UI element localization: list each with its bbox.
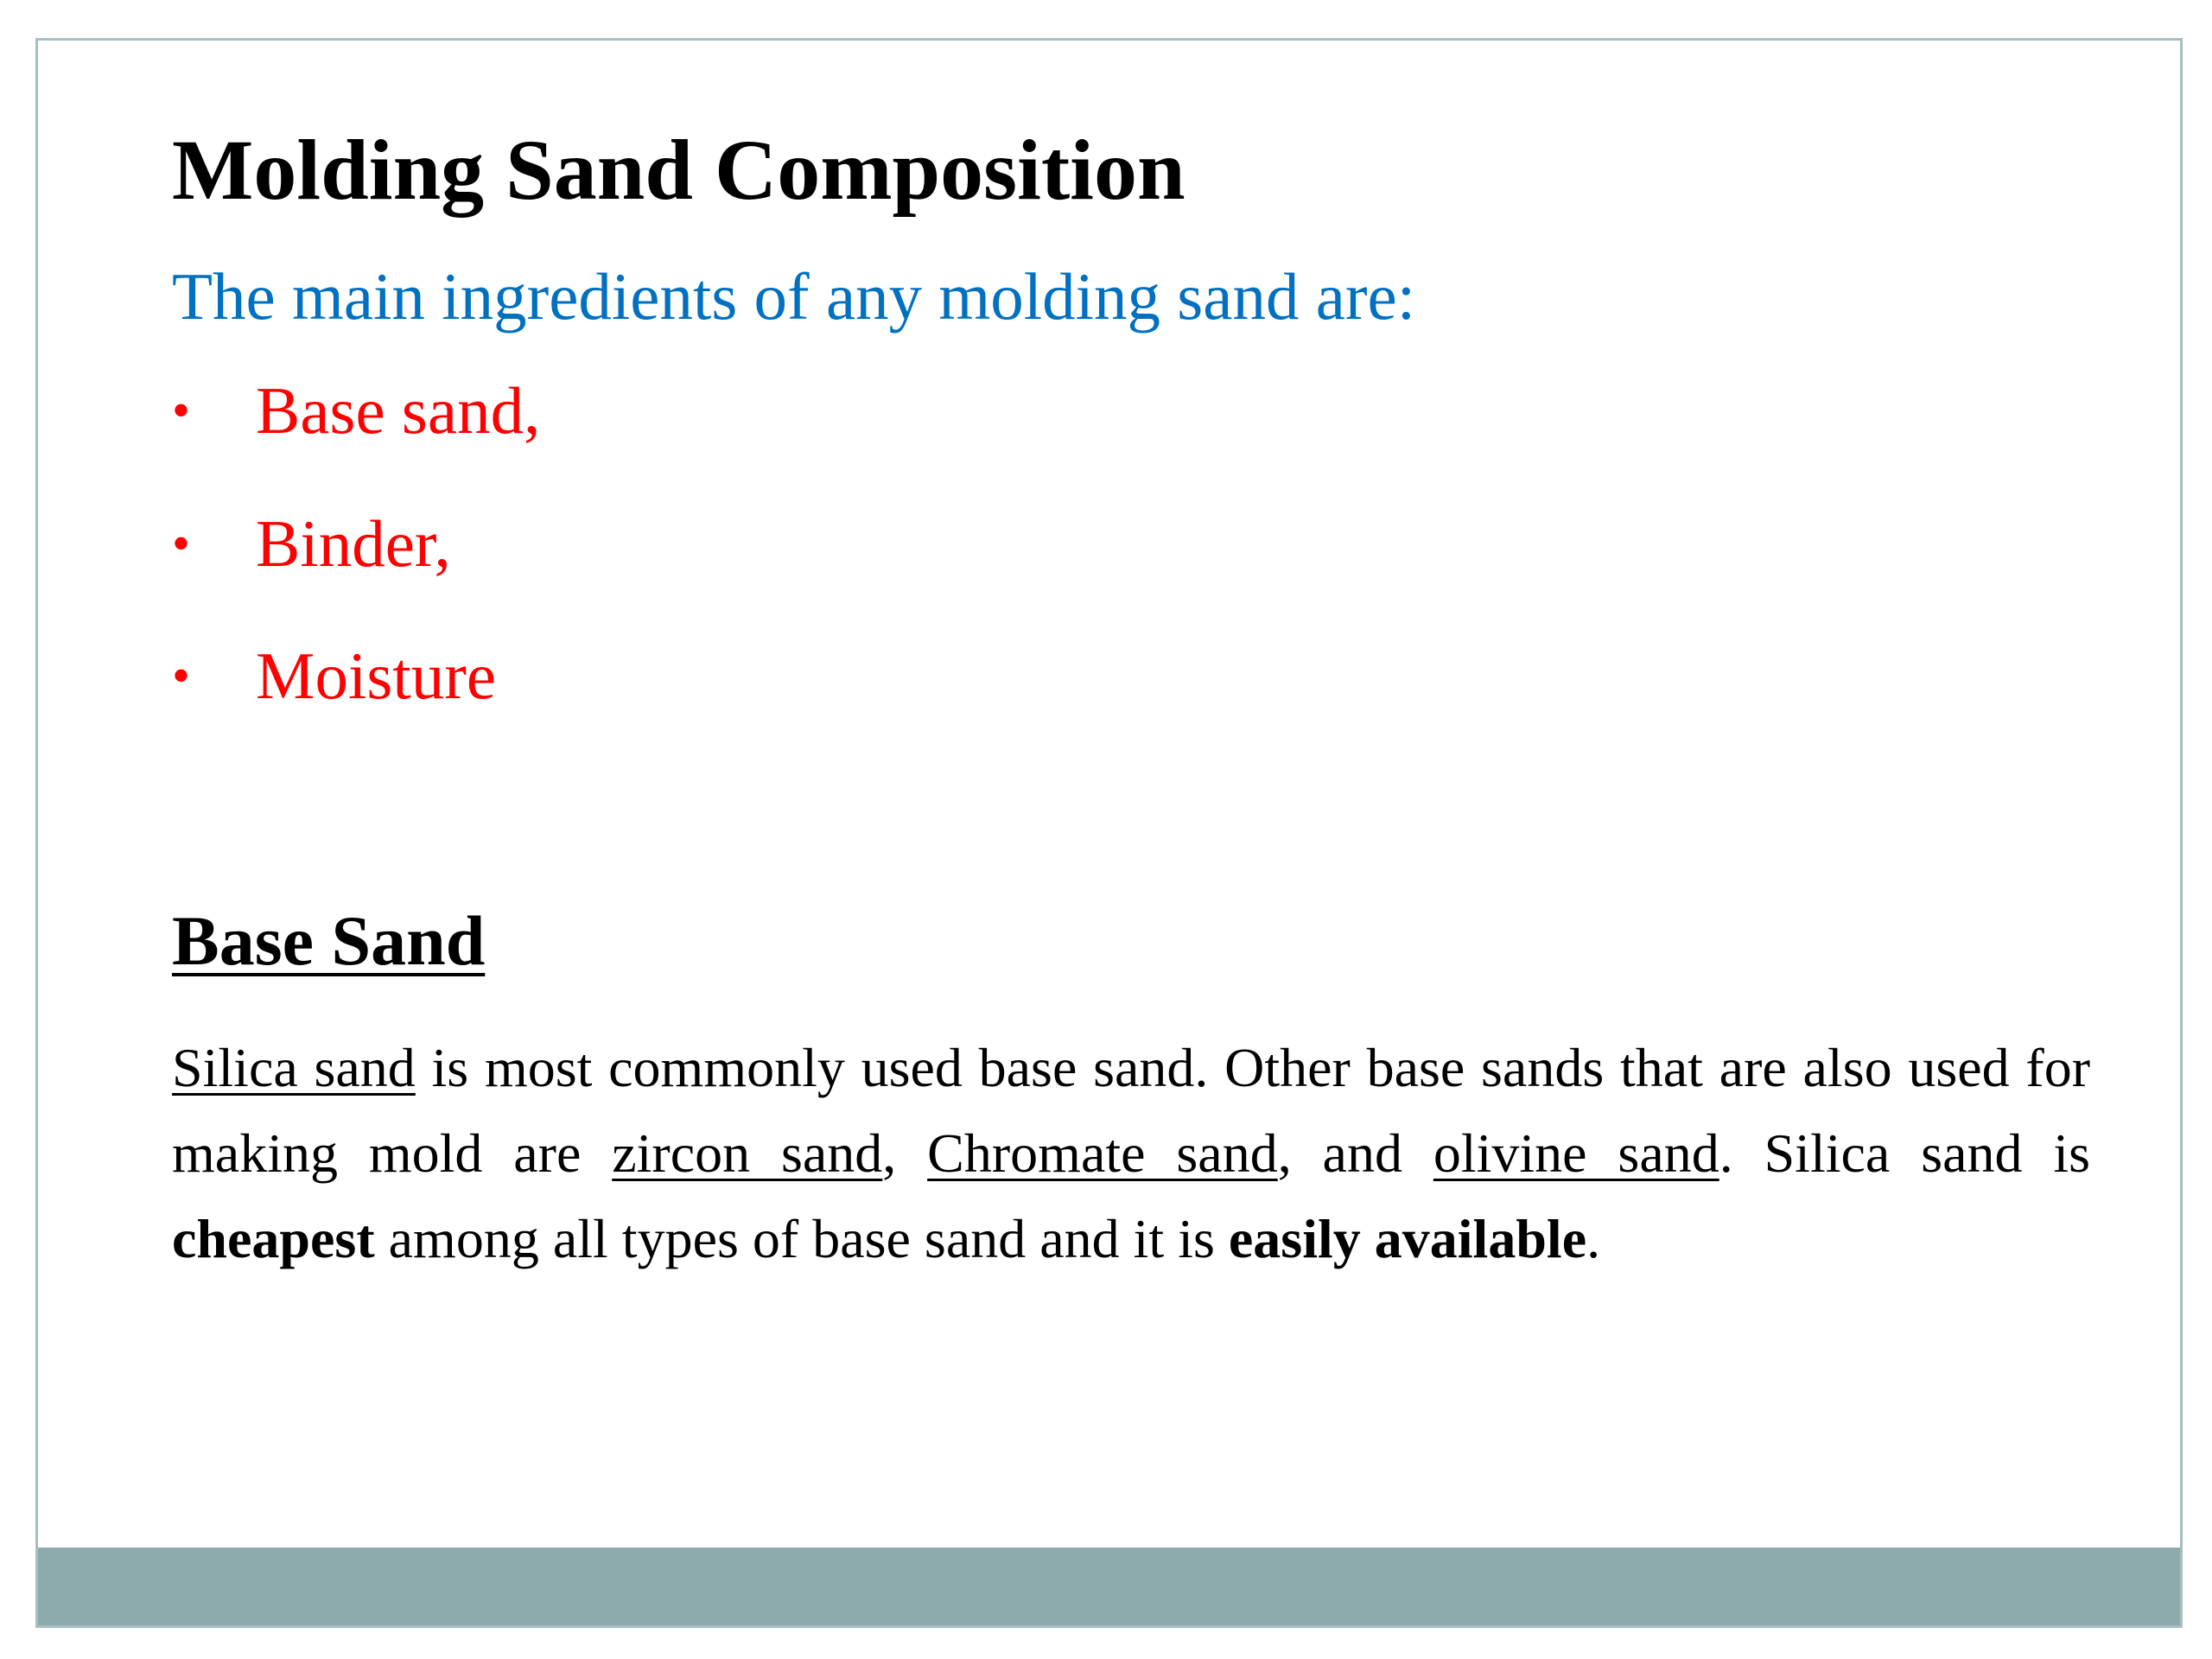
paragraph-text: among all types of base sand and it is [374,1207,1229,1269]
paragraph-separator: , [882,1122,928,1184]
paragraph-text: . [1586,1207,1601,1269]
paragraph-text: is most commonly used base sand. Other base sands that are also used for making mold are [172,1036,2091,1184]
section-heading: Base Sand [172,900,486,980]
slide [35,38,2183,1628]
ingredient-list [172,371,2090,715]
slide-title: Molding Sand Composition [172,122,1185,218]
bullet-dot-icon: • [172,514,191,572]
list-item-label: Moisture [256,639,497,714]
bullet-dot-icon: • [172,382,191,440]
intro-text: The main ingredients of any molding sand are: [172,259,1416,334]
bullet-dot-icon: • [172,647,191,705]
slide-content [172,118,2090,1281]
list-item-label: Base sand, [256,373,541,448]
list-item [172,504,2090,583]
paragraph-text: . Silica sand is [1719,1122,2091,1184]
list-item [172,371,2090,450]
cheapest-emphasis: cheapest [172,1207,375,1269]
silica-sand-term: Silica sand [172,1036,416,1098]
list-item-label: Binder, [256,505,451,581]
paragraph-separator: , and [1277,1122,1433,1184]
footer-bar [38,1548,2180,1625]
zircon-sand-term: zircon sand [612,1122,883,1184]
easily-available-emphasis: easily available [1228,1207,1587,1269]
body-paragraph [172,1025,2090,1281]
olivine-sand-term: olivine sand [1433,1122,1719,1184]
list-item [172,636,2090,715]
chromate-sand-term: Chromate sand [927,1122,1278,1184]
